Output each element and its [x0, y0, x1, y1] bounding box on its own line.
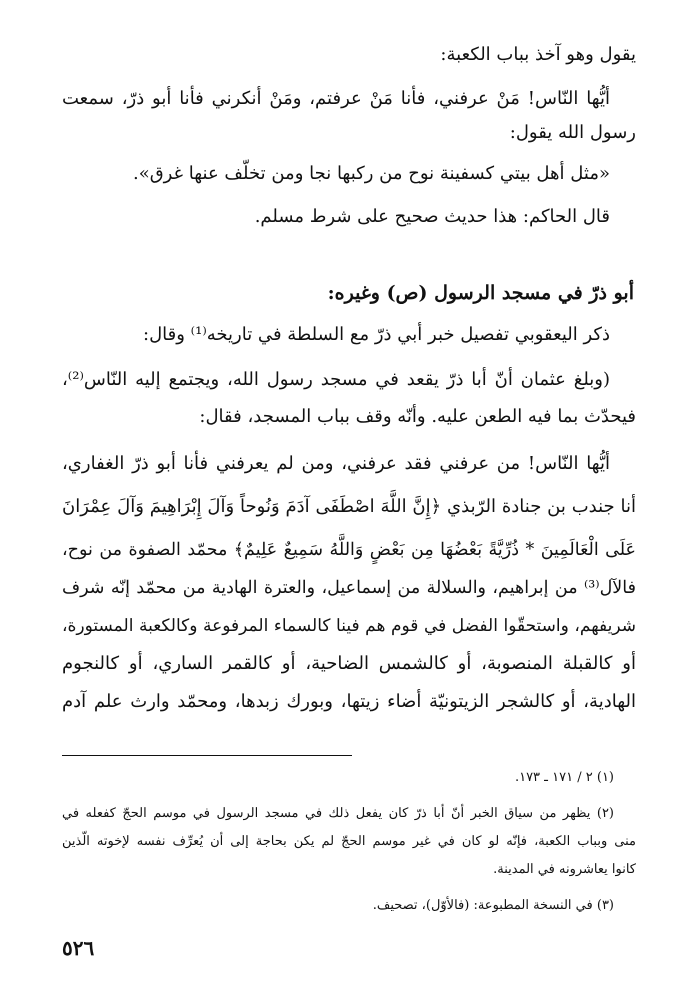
text-line: الهادية، أو كالشجر الزيتونيّة أضاء زيتها، وبورك زبدها، ومحمّد وارث علم آدم [62, 691, 636, 712]
text-line: شريفهم، واستحقّوا الفضل في قوم هم فينا كالسماء المرفوعة وكالكعبة المستورة، [62, 616, 636, 636]
page-number: ٥٢٦ [62, 936, 95, 960]
text-line: ذكر اليعقوبي تفصيل خبر أبي ذرّ مع السلطة في تاريخه⁽¹⁾ وقال: [143, 324, 610, 345]
text-line: قال الحاكم: هذا حديث صحيح على شرط مسلم. [254, 206, 610, 227]
text-line: رسول الله يقول: [509, 122, 636, 143]
footnote: (٣) في النسخة المطبوعة: (فالأوّل)، تصحيف. [372, 898, 614, 913]
text-line: فيحدّث بما فيه الطعن عليه. وأنّه وقف بباب المسجد، فقال: [199, 406, 636, 427]
text-line: عَلَى الْعَالَمِينَ * ذُرِّيَّةً بَعْضُهَا مِن بَعْضٍ وَاللَّهُ سَمِيعٌ عَلِيمٌ﴾ محمّد الصفوة من نوح، [62, 540, 636, 560]
footnote-continuation: كانوا يعاشرونه في المدينة. [493, 862, 636, 877]
text-line: أيُّها النّاس! مَنْ عرفني، فأنا مَنْ عرفتم، ومَنْ أنكرني فأنا أبو ذرّ، سمعت [62, 88, 610, 109]
footnote-divider [62, 755, 352, 756]
text-line: أو كالقبلة المنصوبة، أو كالشمس الضاحية، أو كالقمر الساري، أو كالنجوم [62, 653, 636, 674]
footnote: (٢) يظهر من سياق الخبر أنّ أبا ذرّ كان يفعل ذلك في مسجد الرسول في موسم الحجّ كفعله في [62, 806, 614, 821]
quote-line: «مثل أهل بيتي كسفينة نوح من ركبها نجا ومن تخلّف عنها غرق». [132, 163, 610, 184]
section-heading: أبو ذرّ في مسجد الرسول (ص) وغيره: [327, 282, 634, 304]
footnote: (١) ٢ / ١٧١ ـ ١٧٣. [514, 770, 614, 785]
text-line: (وبلغ عثمان أنّ أبا ذرّ يقعد في مسجد رسول الله، ويجتمع إليه النّاس⁽²⁾، [62, 369, 610, 390]
text-line: أيُّها النّاس! من عرفني فقد عرفني، ومن لم يعرفني فأنا أبو ذرّ الغفاري، [62, 453, 610, 474]
footnote-continuation: منى وبباب الكعبة، فإنّه لو كان في غير موسم الحجّ لم يكن بحاجة إلى أن يُعرِّف نفسه لإخوته الّذين [62, 834, 636, 849]
text-line: فالآل⁽³⁾ من إبراهيم، والسلالة من إسماعيل، والعترة الهادية من محمّد إنّه شرف [62, 578, 636, 598]
text-line: أنا جندب بن جنادة الرّبذي ﴿إِنَّ اللَّهَ اصْطَفَى آدَمَ وَنُوحاً وَآلَ إِبْرَاهِيمَ وَآلَ عِمْرَانَ [62, 496, 636, 517]
text-line: يقول وهو آخذ بباب الكعبة: [440, 44, 636, 65]
